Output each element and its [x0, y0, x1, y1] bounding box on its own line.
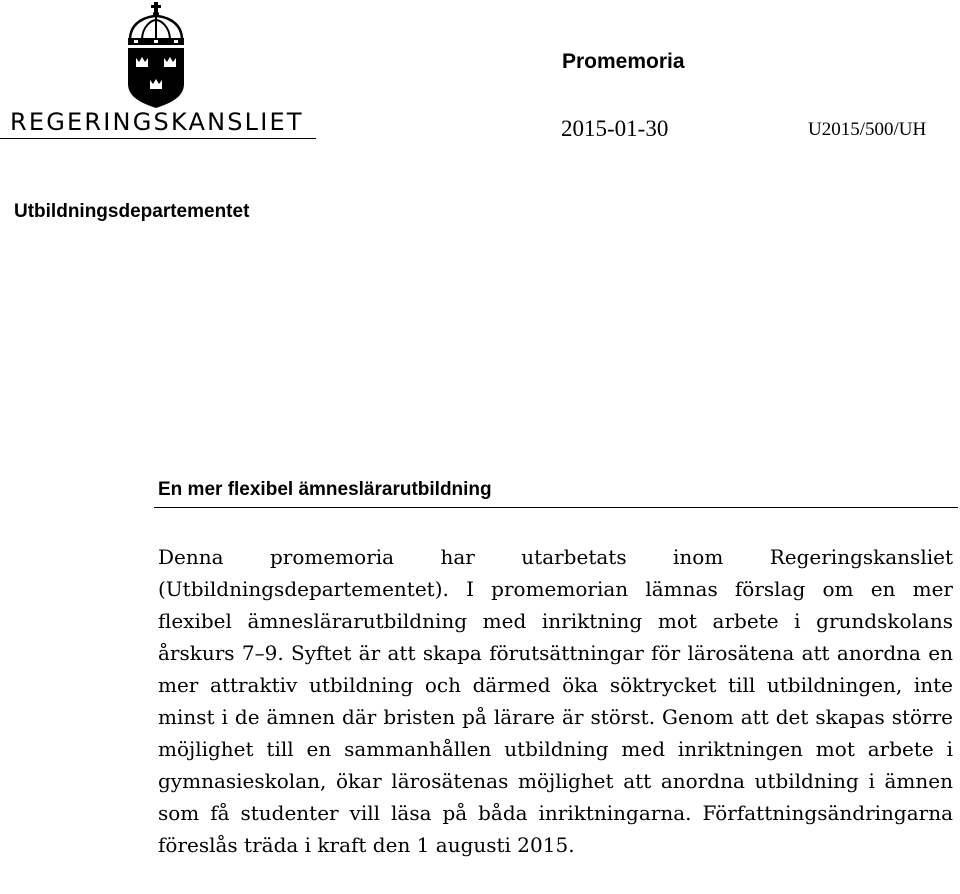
- government-logo: [0, 0, 320, 145]
- document-reference: U2015/500/UH: [808, 119, 927, 140]
- document-title: En mer flexibel ämneslärarutbildning: [158, 479, 492, 500]
- crown-shield-icon: [124, 2, 188, 108]
- document-type: Promemoria: [562, 50, 685, 73]
- body-paragraph: Denna promemoria har utarbetats inom Regeringskansliet (Utbildningsdepartementet). I promemorian lämnas förslag om en mer flexibel ämneslärarutbildning med inriktning mot arbete i grundskolans årskurs 7–9. Syftet är att skapa förutsättningar för lärosätena att anordna en mer attraktiv utbildning och därmed öka söktrycket till utbildningen, inte minst i de ämnen där bristen på lärare är störst. Genom att det skapas större möjlighet till en sammanhållen utbildning med inriktningen mot arbete i gymnasieskolan, ökar lärosätenas möjlighet att anordna utbildning i ämnen som få studenter vill läsa på båda inriktningarna. Författningsändringarna föreslås träda i kraft den 1 augusti 2015.: [158, 545, 953, 857]
- logo-divider: [0, 138, 316, 139]
- department-name: Utbildningsdepartementet: [14, 201, 250, 222]
- title-divider: [154, 507, 958, 508]
- document-date: 2015-01-30: [561, 116, 669, 141]
- logo-wordmark: REGERINGSKANSLIET: [10, 108, 304, 136]
